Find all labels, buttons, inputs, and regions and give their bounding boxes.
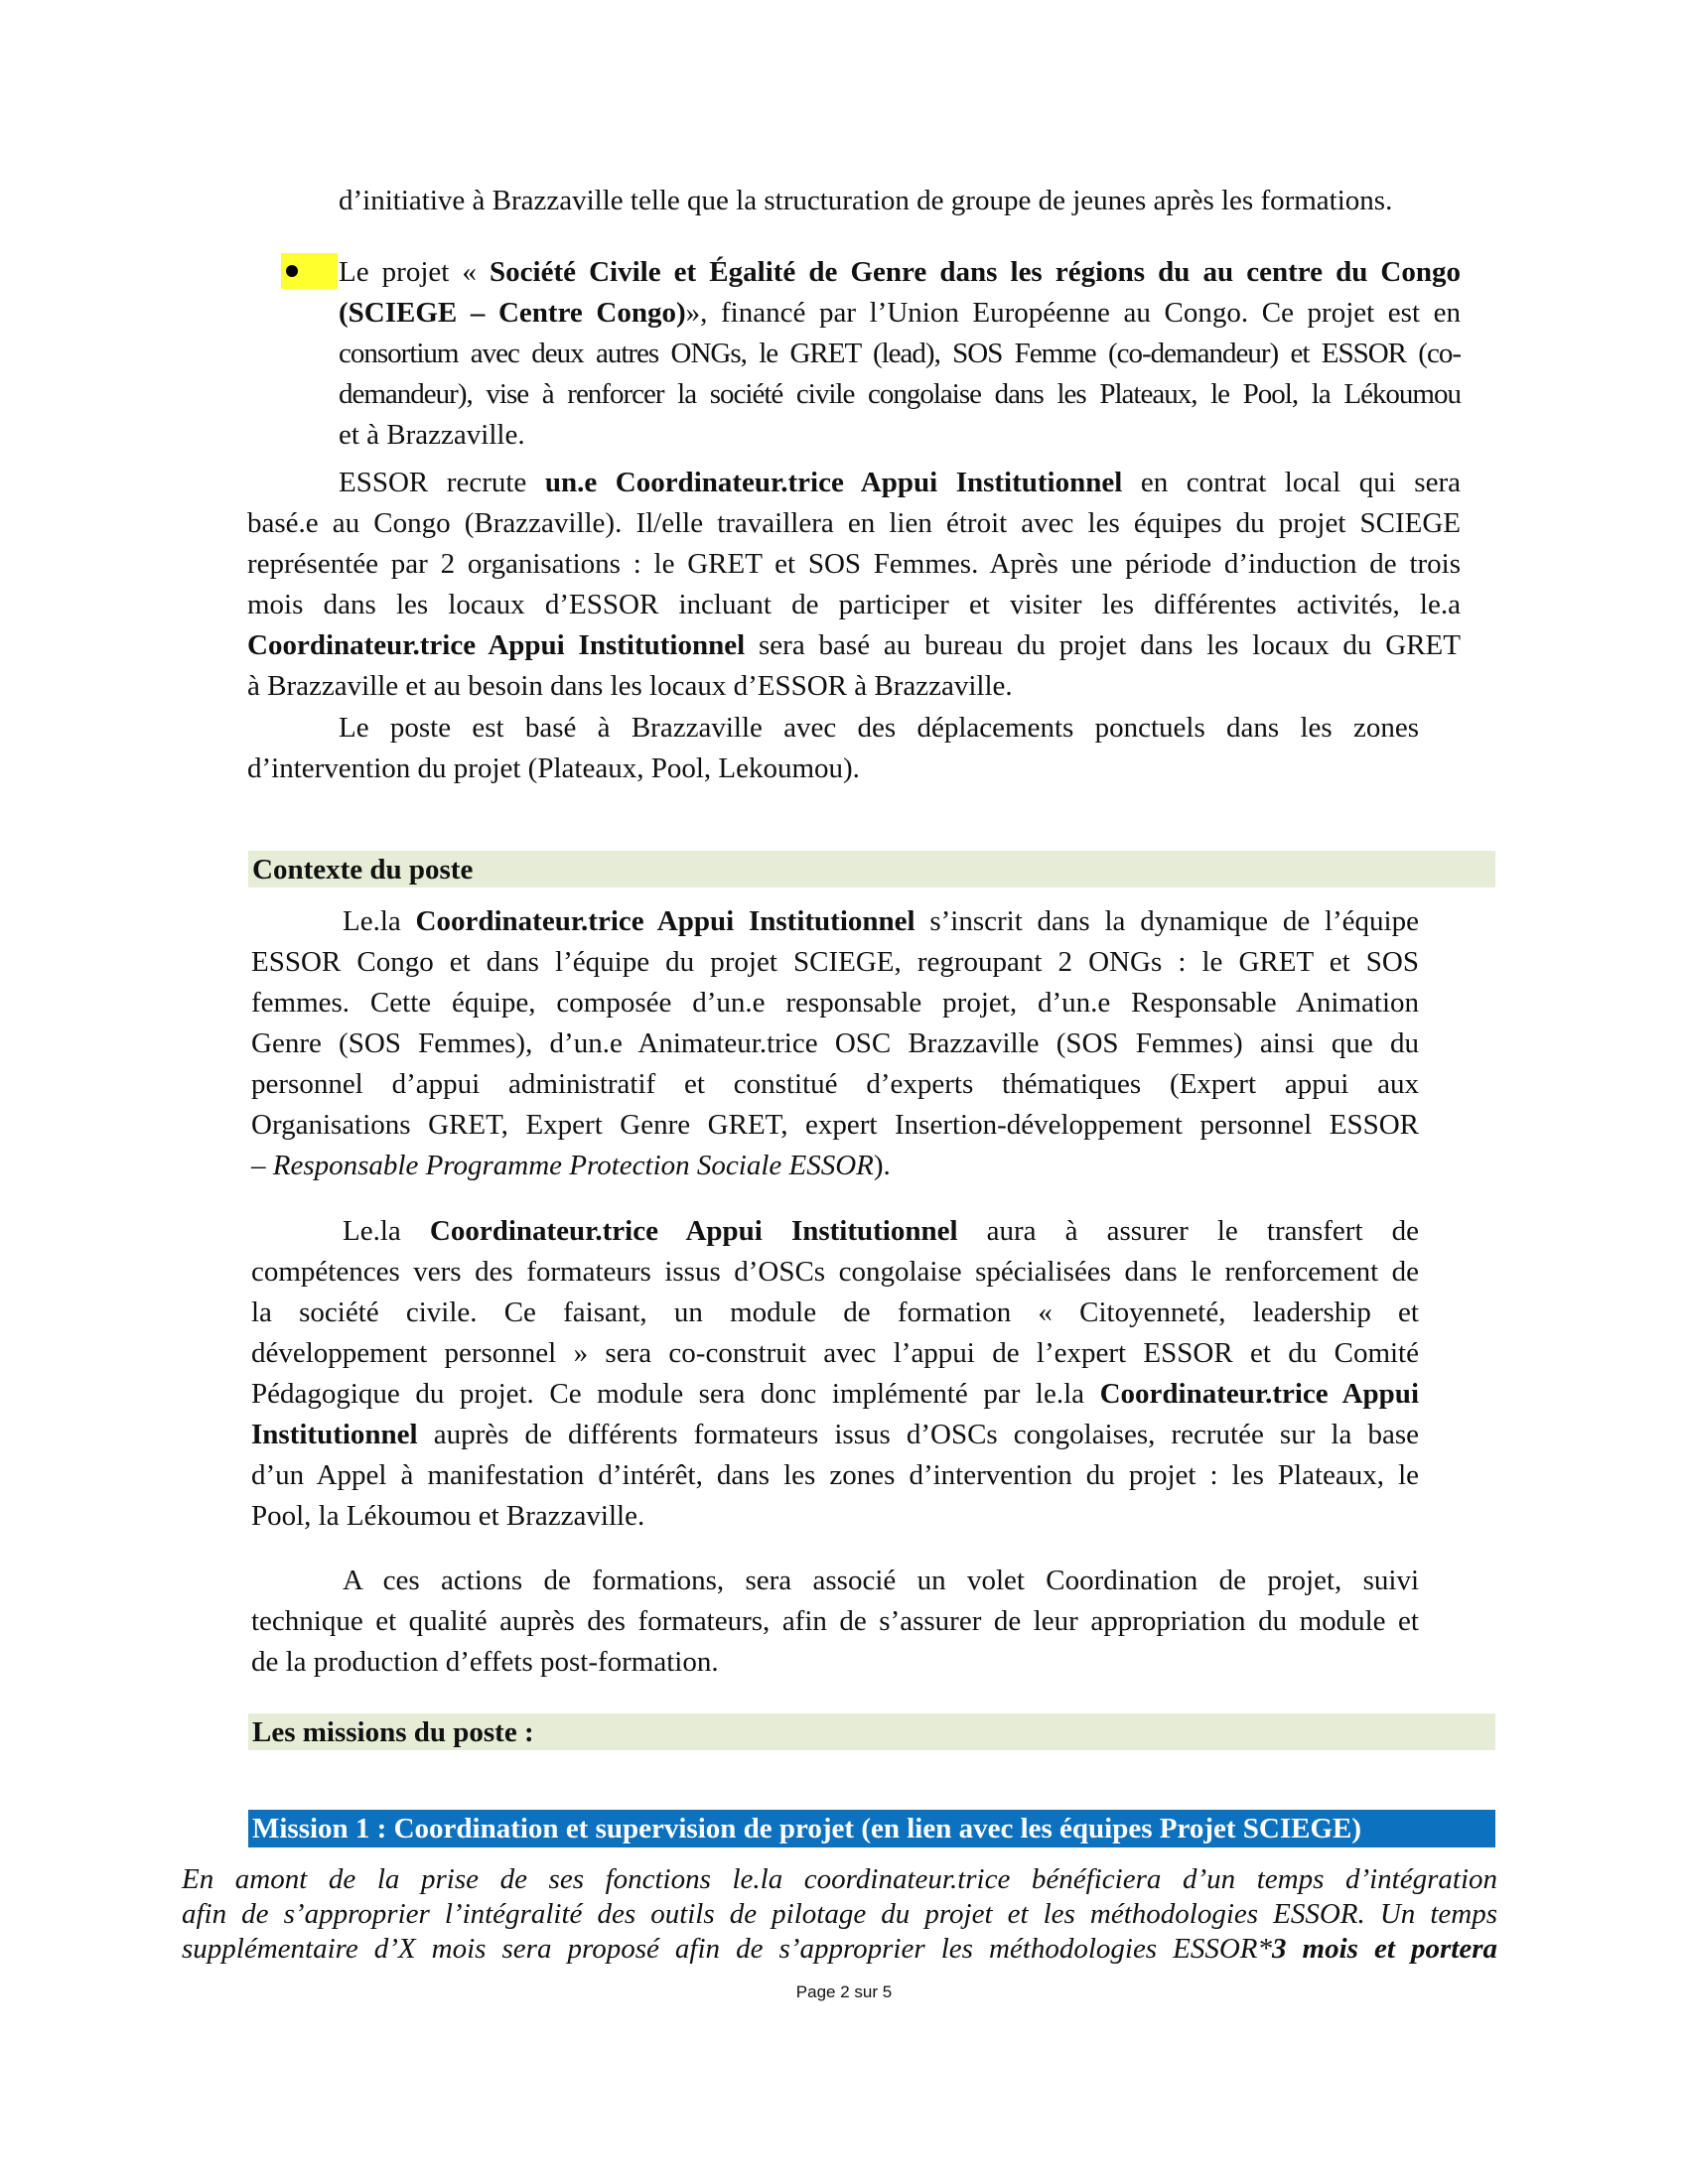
section-heading-context: Contexte du poste (248, 851, 1495, 887)
page-footer: Page 2 sur 5 (795, 1982, 893, 2001)
recruit-paragraph: ESSOR recrute un.e Coordinateur.trice Appui Institutionnel en contrat local qui sera basé.e au Congo (Brazzaville). Il/elle travaillera en lien étroit avec les équipes du projet SCIEGE représentée par 2 organisations : le GRET et SOS Femmes. Après une période d’induction de trois mois dans les locaux d’ESSOR incluant de participer et visiter les différentes activités, le.a Coordinateur.trice Appui Institutionnel sera basé au bureau du projet dans les locaux du GRET à Brazzaville et au besoin dans les locaux d’ESSOR à Brazzaville. (247, 467, 1461, 702)
intro-line: d’initiative à Brazzaville telle que la structuration de groupe de jeunes après les formations. (339, 185, 1393, 216)
context-paragraph-2: Le.la Coordinateur.trice Appui Institutionnel aura à assurer le transfert de compétences vers des formateurs issus d’OSCs congolaise spécialisées dans le renforcement de la société civile. Ce faisant, un module de formation « Citoyenneté, leadership et développement personnel » sera co-construit avec l’appui de l’expert ESSOR et du Comité Pédagogique du projet. Ce module sera donc implémenté par le.la Coordinateur.trice Appui Institutionnel auprès de différents formateurs issus d’OSCs congolaises, recrutée sur la base d’un Appel à manifestation d’intérêt, dans les zones d’intervention du projet : les Plateaux, le Pool, la Lékoumou et Brazzaville. (251, 1215, 1419, 1532)
mission-1-text: En amont de la prise de ses fonctions le.la coordinateur.trice bénéficiera d’un temps d’intégration afin de s’approprier l’intégralité des outils de pilotage du projet et les méthodologies ESSOR. Un temps supplémentaire d’X mois sera proposé afin de s’approprier les méthodologies ESSOR*3 mois et portera (182, 1863, 1497, 1965)
context-paragraph-1: Le.la Coordinateur.trice Appui Institutionnel s’inscrit dans la dynamique de l’équipe ESSOR Congo et dans l’équipe du projet SCIEGE, regroupant 2 ONGs : le GRET et SOS femmes. Cette équipe, composée d’un.e responsable projet, d’un.e Responsable Animation Genre (SOS Femmes), d’un.e Animateur.trice OSC Brazzaville (SOS Femmes) ainsi que du personnel d’appui administratif et constitué d’experts thématiques (Expert appui aux Organisations GRET, Expert Genre GRET, expert Insertion-développement personnel ESSOR – Responsable Programme Protection Sociale ESSOR). (251, 905, 1419, 1181)
context-paragraph-3: A ces actions de formations, sera associé un volet Coordination de projet, suivi technique et qualité auprès des formateurs, afin de s’assurer de leur appropriation du module et de la production d’effets post-formation. (251, 1565, 1419, 1678)
mission-1-heading: Mission 1 : Coordination et supervision de projet (en lien avec les équipes Projet SCIEGE) (248, 1810, 1495, 1847)
bullet-paragraph: Le projet « Société Civile et Égalité de Genre dans les régions du au centre du Congo (SCIEGE – Centre Congo)», financé par l’Union Européenne au Congo. Ce projet est en consortium avec deux autres ONGs, le GRET (lead), SOS Femme (co-demandeur) et ESSOR (co- demandeur), vise à renforcer la société civile congolaise dans les Plateaux, le Pool, la Lékoumou et à Brazzaville. (339, 256, 1462, 451)
section-heading-missions: Les missions du poste : (248, 1713, 1495, 1750)
location-paragraph: Le poste est basé à Brazzaville avec des déplacements ponctuels dans les zones d’intervention du projet (Plateaux, Pool, Lekoumou). (247, 712, 1419, 784)
bullet-icon (286, 265, 298, 277)
